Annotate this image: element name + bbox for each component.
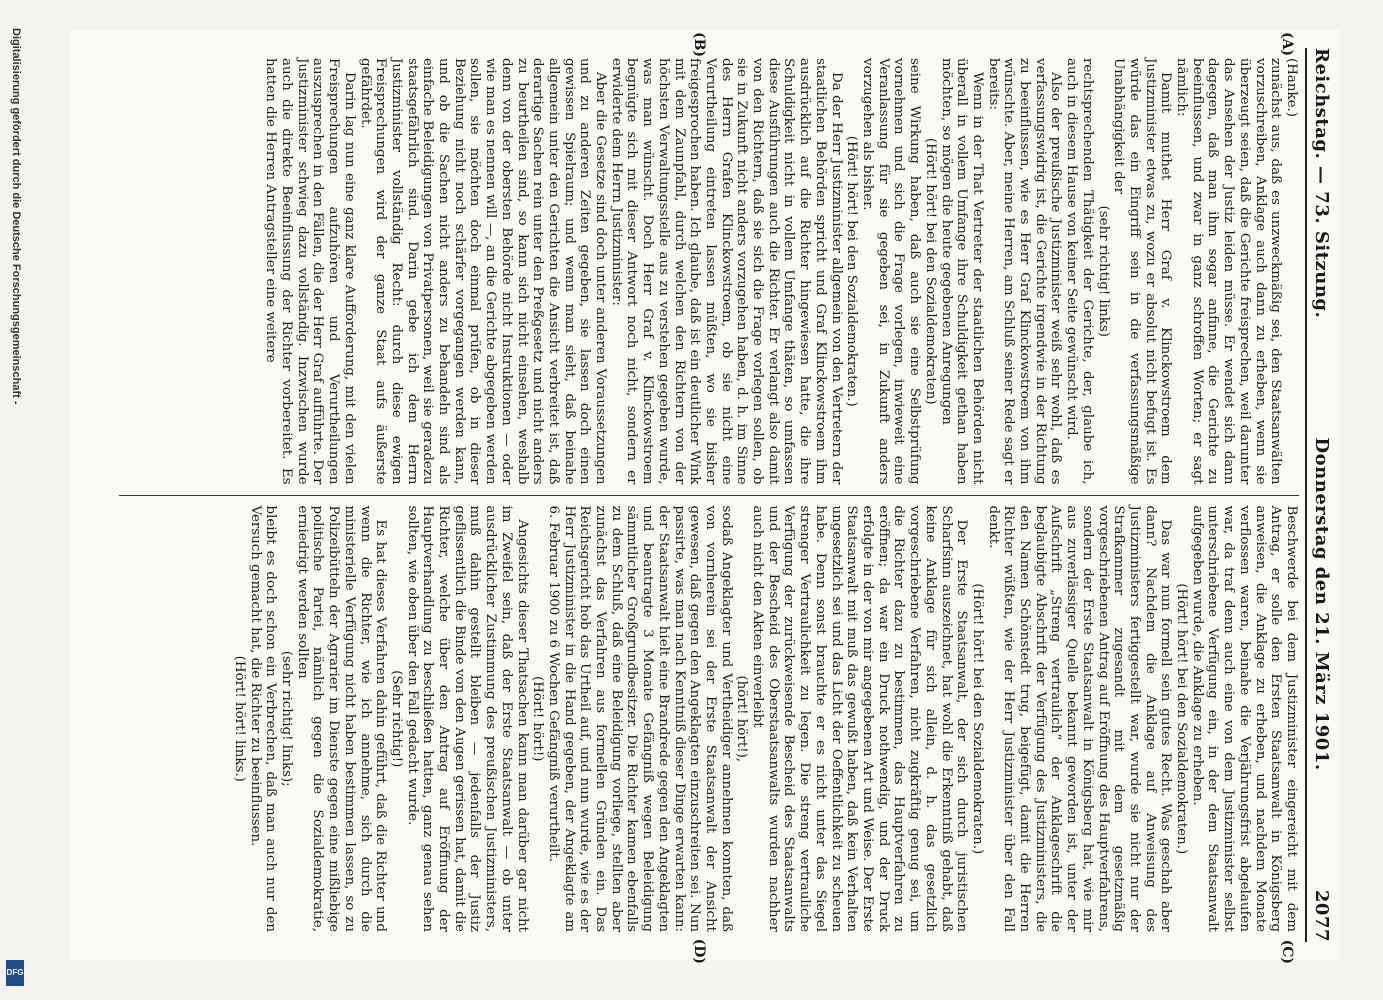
paragraph: Aber die Gesetze sind doch unter anderen Voraussetzungen und zu anderen Zeiten gegeben, sie lassen doch einen gewissen Spielraum; und wenn man sieht, daß beinahe allgemein unter den Gerichten die Ansicht verbreitet ist, daß derartige Sachen rein unter den Preßgesetz und nicht anders zu beurtheilen sind, so kann sich nicht einsehen, weshalb denn von der obersten Behörde nicht Instruktionen — oder wie man es nennen will —, an die Gerichte abgegeben werden sollen, sie möchten doch einmal prüfen, ob in dieser Beziehung nicht noch schärfer vorgegangen werden kann, und ob die Sachen nicht anders zu behandeln sind als einfache Beleidigungen von Privatpersonen, weil sie geradezu staatsgefährlich sind. Darin gebe ich dem Herrn Justizminister vollständig Recht: durch diese ewigen Freisprechungen wird der ganze Staat aufs äußerste gefährdet.: [357, 58, 609, 485]
page-number: 2077: [1311, 889, 1332, 942]
dfg-logo: DFG: [6, 960, 24, 986]
paragraph: rechtsprechenden Thätigkeit der Gerichte, der, glaube ich, auch in diesem Hause von keiner Seite gewünscht wird.: [1064, 58, 1095, 485]
interjection: (Hört! hört!): [530, 676, 546, 762]
margin-marker-c: (C): [1279, 939, 1295, 964]
interjection: (hört! hört!),: [734, 675, 750, 763]
paragraph: Angesichts dieser Thatsachen kann man darüber gar nicht im Zweifel sein, daß der Erste Staatsanwalt — ob unter ausdrücklicher Zustimmung des preußischen Justizministers, muß dahin gestellt bleiben — jedenfalls der Justiz geflissentlich die Binde von den Augen gerissen hat, damit die Richter, welche über den Antrag auf Eröffnung der Hauptverhandlung zu beschließen hatten, ganz genau sehen sollten, wie oben über den Fall gedacht wurde.: [404, 505, 530, 932]
paragraph: sodaß Angeklagter und Vertheidiger annehmen konnten, daß von vornherein sei der Erste Staatsanwalt der Ansicht gewesen, daß gegen den Angeklagten einzuschreiten sei. Nun passirte, was man nach Kenntniß dieser Dinge erwarten kann: der Staatsanwalt hielt eine Brandrede gegen den Angeklagten und beantragte 3 Monate Gefängniß wegen Beleidigung sämmtlicher Großgrundbesitzer. Die Richter kamen ebenfalls zu dem Schluß, daß eine Beleidigung vorliege, stellten aber zunächst das Verfahren aus formellen Gründen ein. Das Reichsgericht hob das Urtheil auf, und nun wurde, wie es der Herr Justizminister in die Hand gegeben, der Angeklagte am 6. Februar 1900 zu 6 Wochen Gefängniß verurtheilt.: [545, 505, 734, 932]
sidebar-credit: [6, 28, 24, 968]
interjection: (Sehr richtig!): [388, 670, 404, 768]
interjection: (sehr richtig! links);: [279, 650, 294, 787]
interjection: (Hört! hört! bei den Sozialdemokraten.): [844, 135, 860, 407]
paragraph: seine Wirkung haben, daß auch sie eine Selbstprüfung vornehmen und sich die Frage vorlegen, inwieweit eine Veranlassung für sie gegeben sei, in Zukunft anders vorzugehen als bisher.: [860, 58, 923, 485]
header-date: Donnerstag den 21. März 1901.: [1311, 437, 1332, 771]
paragraph: zunächst aus, daß es unzweckmäßig sei, den Staatsanwälten vorzuschreiben, Anklage auch dann zu erheben, wenn sie überzeugt seien, daß die Gerichte freisprechen, weil darunter das Ansehen der Justiz leiden müsse. Er wendet sich dann dagegen, daß man ihm sogar anfinne, die Gerichte zu beeinflussen, und zwar in ganz schroffen Worten; er sagt nämlich:: [1174, 58, 1284, 485]
paragraph: Das war nun formell sein gutes Recht. Was geschah aber dann? Nachdem die Anklage auf Anweisung des Justizministers fertiggestellt war, wurde sie nicht nur der Strafkammer zugesandt mit dem gesetzmäßig vorgeschriebenen Antrag auf Eröffnung des Hauptverfahrens, sondern der Erste Staatsanwalt in Königsberg hat, wie mir aus zuverlässiger Quelle bekannt geworden ist, unter der Aufschrift „Streng vertraulich“ der Anklageschrift die beglaubigte Abschrift der Verfügung des Justizministers, die den Namen Schönstedt trug, beigefügt, damit die Herren Richter wüßten, wie der Herr Justizminister über den Fall denkt.: [985, 505, 1174, 932]
text-columns: [119, 32, 1299, 964]
margin-marker-b: (B): [691, 32, 707, 58]
interjection: (Hört! hört! bei den Sozialdemokraten): [922, 137, 938, 405]
paragraph: Da der Herr Justizminister allgemein von den Vertretern der staatlichen Behörden spricht und Graf Klinckowstroem ihm ausdrücklich auf die Richter hingewiesen hatte, die ihre Schuldigkeit nicht in vollem Umfange thäten, so umfassen diese Ausführungen auch die Richter. Er verlangt also damit von den Richtern, daß sie sich die Frage vorlegen sollen, ob sie in Zukunft nicht anders vorzugehen haben, d. h. im Sinne des Herrn Grafen Klinckowstroem, ob sie nicht eine Verurtheilung eintreten lassen müßten, wo sie bisher freigesprochen haben. Ich glaube, daß ist ein deutlicher Wink mit dem Zaunpfahl, durch welchen den Richtern von der höchsten Verwaltungsstelle aus zu verstehen gegeben wurde, was man wünscht. Doch Herr Graf v. Klinckowstroem begnügte sich mit dieser Antwort noch nicht, sondern er erwiderte dem Herrn Justizminister:: [608, 58, 844, 485]
margin-marker-a: (A): [1279, 32, 1295, 57]
header-left: Reichstag. — 73. Sitzung.: [1311, 48, 1332, 319]
speaker-name: (Hanke.): [1284, 58, 1299, 118]
interjection: (sehr richtig! links): [1095, 205, 1111, 337]
paragraph: Es hat dieses Verfahren dahin geführt, daß die Richter und wenn die Richter, wie ich annehme, sich durch die ministerielle Verfügung nicht haben bestimmen lassen, so zu Polizeibütteln der Agrarier im Dienste gegen eine mißliebige politische Partei, nämlich gegen die Sozialdemokratie, erniedrigt werden sollten: [294, 505, 389, 932]
page-content: [70, 30, 1340, 964]
scanned-page: [70, 30, 1340, 964]
paragraph: Also der preußische Justizminister weiß sehr wohl, daß es verfassungswidrig ist, die Gerichte irgendwie in der Richtung zu beeinflussen, wie es Herr Graf Klinckowstroem von ihm wünschte. Aber, meine Herren, am Schluß seiner Rede sagt er bereits:: [985, 58, 1064, 485]
left-column: [119, 48, 1299, 495]
paragraph: Wenn in der That Vertreter der staatlichen Behörden nicht überall in vollem Umfange ihre Schuldigkeit gethan haben möchten, so mögen die heute gegebenen Anregungen: [938, 58, 985, 485]
interjection: (Hört! hört! links.): [231, 655, 247, 782]
paragraph: Der Erste Staatsanwalt, der sich durch juristischen Scharfsinn auszeichnet, hat wohl die Erkenntniß gehabt, daß keine Anklage für sich allein, d. h. das gesetzlich vorgeschriebene Verfahren, nicht zugkräftig genug sei, um die Richter dazu zu bestimmen, das Hauptverfahren zu eröffnen; da war ein Druck nothwendig, und der Druck erfolgte in der von mir angegebenen Art und Weise. Der Erste Staatsanwalt mit muß das gewußt haben, daß kein Verhalten ungesetzlich sei und das Licht der Oeffentlichkeit zu scheuen habe. Denn sonst brauchte er es nicht unter das Siegel strenger Vertraulichkeit zu legen. Die streng vertrauliche Verfügung der zurückweisende Bescheid des Staatsanwalts und der Bescheid des Oberstaatsanwalts wurden nachher auch nicht den Akten einverleibt: [750, 505, 970, 932]
interjection: (Hört! hört! bei den Sozialdemokraten.): [1174, 583, 1190, 855]
credit-text: Digitalisierung gefördert durch die Deutsche Forschungsgemeinschaft -: [10, 28, 22, 405]
paragraph: Darin lag nun eine ganz klare Aufforderung, mit den vielen Freisprechungen aufzuhören und Verurtheilungen auszusprechen in den Fällen, die der Herr Graf aufführte. Der Justizminister schwieg dazu vollständig. Inzwischen wurde auch die direkte Beeinflussung der Richter vorbereitet. Es hatten die Herren Antragsteller eine weitere: [263, 58, 357, 485]
paragraph: Damit muthet Herr Graf v. Klinckowstroem dem Justizminister etwas zu, wozu er absolut nicht befugt ist. Es würde das ein Eingriff sein in die verfassungsmäßige Unabhängigkeit der: [1111, 58, 1174, 485]
right-column: [119, 495, 1299, 943]
page-header: [1305, 48, 1332, 942]
paragraph: Beschwerde bei dem Justizminister eingereicht mit dem Antrag, er solle den Ersten Staatsanwalt in Königsberg anweisen, die Anklage zu erheben, und nachdem Monate verflossen waren, beinahe die Verjährungsfrist abgelaufen war, da traf denn auch eine von dem Justizminister selbst unterschriebene Verfügung ein, in der dem Staatsanwalt aufgegeben wurde, die Anklage zu erheben.: [1189, 505, 1299, 932]
margin-marker-d: (D): [691, 938, 707, 964]
interjection: (Hört! hört! bei den Sozialdemokraten.): [969, 583, 985, 855]
paragraph: bleibt es doch schon ein Verbrechen, daß man auch nur den Versuch gemacht hat, die Richter zu beeinflussen.: [247, 505, 279, 932]
